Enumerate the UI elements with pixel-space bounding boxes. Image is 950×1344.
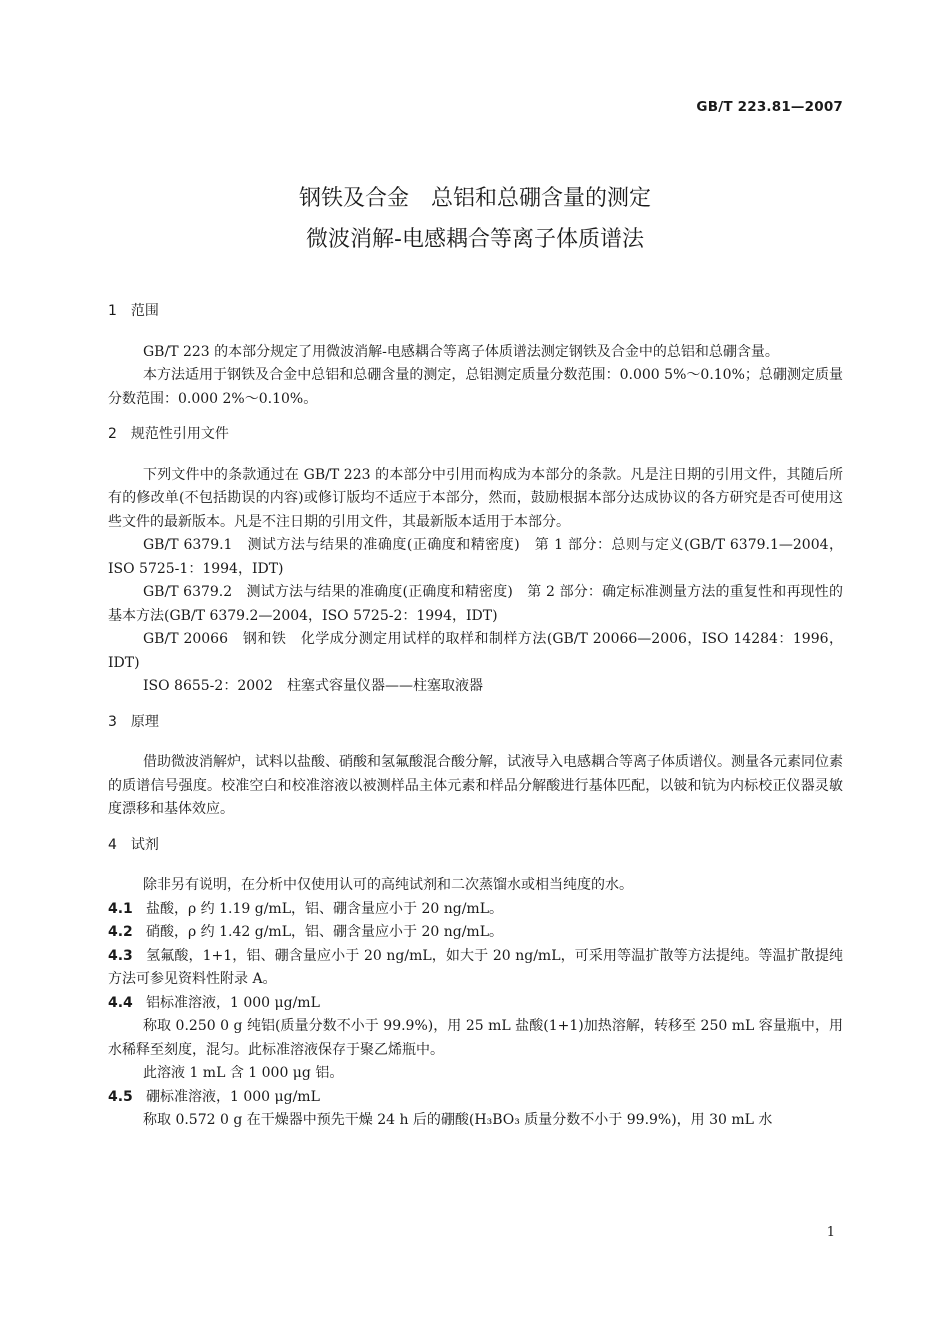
- standard-number: GB/T 223.81—2007: [696, 99, 843, 115]
- paragraph: 本方法适用于钢铁及合金中总铝和总硼含量的测定，总铝测定质量分数范围：0.000 5%～0.10%；总硼测定质量分数范围：0.000 2%～0.10%。: [108, 367, 843, 407]
- item-number: 4.3: [108, 947, 133, 964]
- item-number: 4.4: [108, 994, 133, 1011]
- title-line-1: 钢铁及合金 总铝和总硼含量的测定: [298, 186, 651, 211]
- item-text: 氢氟酸，1+1，铝、硼含量应小于 20 ng/mL，如大于 20 ng/mL，可采用等温扩散等方法提纯。等温扩散提纯方法可参见资料性附录 A。: [108, 947, 843, 987]
- reagent-item: [108, 921, 843, 945]
- paragraph: 此溶液 1 mL 含 1 000 μg 铝。: [143, 1065, 344, 1081]
- item-text: 硝酸，ρ 约 1.42 g/mL，铝、硼含量应小于 20 ng/mL。: [146, 924, 503, 940]
- item-number: 4.5: [108, 1088, 133, 1105]
- reagent-item: [108, 945, 843, 992]
- paragraph: 除非另有说明，在分析中仅使用认可的高纯试剂和二次蒸馏水或相当纯度的水。: [143, 877, 633, 893]
- section-heading-scope: 1 范围: [108, 303, 159, 319]
- section-heading-normative-references: 2 规范性引用文件: [108, 426, 229, 442]
- item-number: 4.2: [108, 924, 133, 940]
- page-number: 1: [826, 1225, 835, 1240]
- reagent-item: [108, 1086, 843, 1110]
- reagent-item: [108, 898, 843, 922]
- item-text: 硼标准溶液，1 000 μg/mL: [146, 1088, 320, 1105]
- reagent-item: [108, 992, 843, 1016]
- section-heading-principle: 3 原理: [108, 713, 159, 730]
- item-text: 盐酸，ρ 约 1.19 g/mL，铝、硼含量应小于 20 ng/mL。: [146, 900, 503, 917]
- item-text: 铝标准溶液，1 000 μg/mL: [146, 994, 320, 1011]
- item-number: 4.1: [108, 900, 133, 917]
- reference-entry: ISO 8655-2：2002 柱塞式容量仪器——柱塞取液器: [143, 678, 483, 694]
- section-heading-reagents: 4 试剂: [108, 836, 159, 853]
- paragraph: 借助微波消解炉，试料以盐酸、硝酸和氢氟酸混合酸分解，试液导入电感耦合等离子体质谱仪。测量各元素同位素的质谱信号强度。校准空白和校准溶液以被测样品主体元素和样品分解酸进行基体匹配，以铍和钪为内标校正仪器灵敏度漂移和基体效应。: [108, 754, 843, 817]
- paragraph: 称取 0.250 0 g 纯铝(质量分数不小于 99.9%)，用 25 mL 盐酸(1+1)加热溶解，转移至 250 mL 容量瓶中，用水稀释至刻度，混匀。此标准溶液保存于聚乙烯瓶中。: [108, 1018, 843, 1058]
- paragraph: 下列文件中的条款通过在 GB/T 223 的本部分中引用而构成为本部分的条款。凡是注日期的引用文件，其随后所有的修改单(不包括勘误的内容)或修订版均不适应于本部分，然而，鼓励根据本部分达成协议的各方研究是否可使用这些文件的最新版本。凡是不注日期的引用文件，其最新版本适用于本部分。: [108, 466, 843, 530]
- paragraph: GB/T 223 的本部分规定了用微波消解-电感耦合等离子体质谱法测定钢铁及合金中的总铝和总硼含量。: [143, 343, 779, 360]
- document-body: [108, 300, 843, 1133]
- document-title: [0, 178, 950, 260]
- reference-entry: GB/T 20066 钢和铁 化学成分测定用试样的取样和制样方法(GB/T 20066—2006，ISO 14284：1996，IDT): [108, 631, 843, 671]
- reference-entry: GB/T 6379.1 测试方法与结果的准确度(正确度和精密度) 第 1 部分：总则与定义(GB/T 6379.1—2004，ISO 5725-1：1994，IDT): [108, 537, 843, 577]
- title-line-2: 微波消解-电感耦合等离子体质谱法: [306, 227, 644, 252]
- paragraph: 称取 0.572 0 g 在干燥器中预先干燥 24 h 后的硼酸(H₃BO₃ 质量分数不小于 99.9%)，用 30 mL 水: [143, 1112, 773, 1128]
- reference-entry: GB/T 6379.2 测试方法与结果的准确度(正确度和精密度) 第 2 部分：确定标准测量方法的重复性和再现性的基本方法(GB/T 6379.2—2004，ISO 5725-2：1994，IDT): [108, 584, 843, 624]
